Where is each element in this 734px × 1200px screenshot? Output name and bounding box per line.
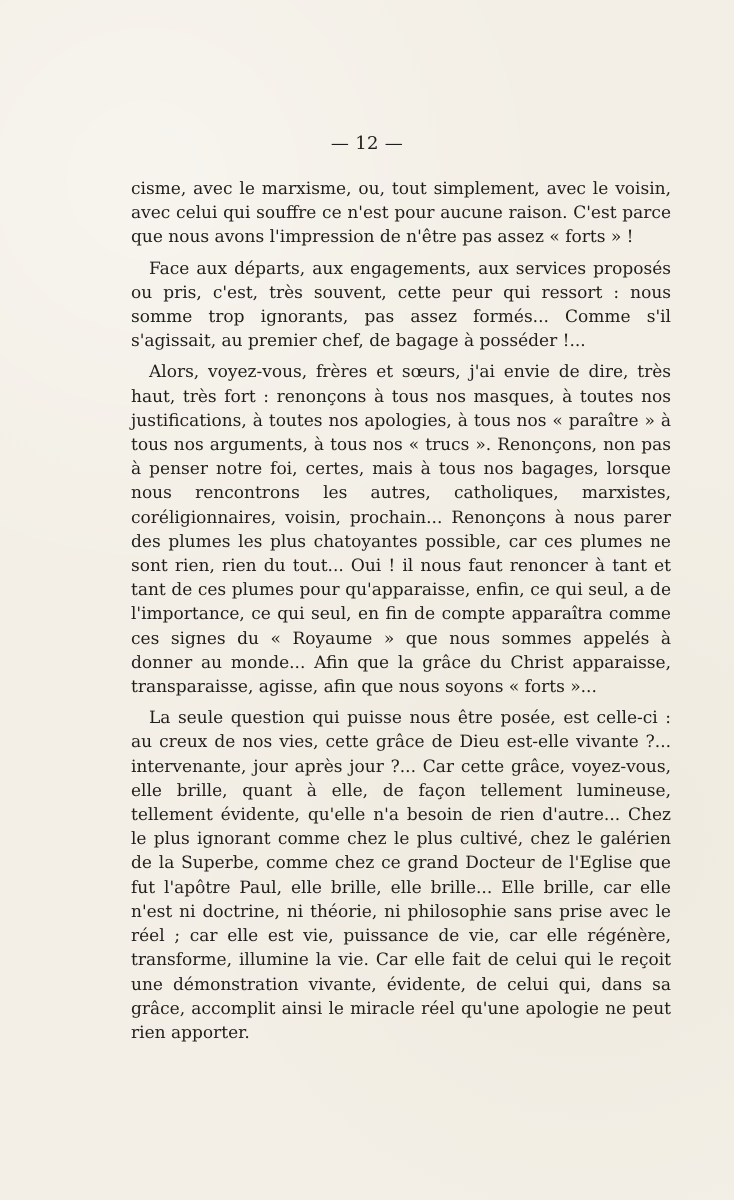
paragraph-1: cisme, avec le marxisme, ou, tout simplement, avec le voisin, avec celui qui souffre ce n'est pour aucune raison. C'est parce que nous avons l'impression de n'être pas assez « forts » ! <box>131 179 671 248</box>
body-text <box>131 177 671 1052</box>
paragraph-3: Alors, voyez-vous, frères et sœurs, j'ai envie de dire, très haut, très fort : renonçons à tous nos masques, à toutes nos justifications, à toutes nos apologies, à tous nos « paraître » à tous nos arguments, à tous nos « trucs ». Renonçons, non pas à penser notre foi, certes, mais à tous nos bagages, lorsque nous rencontrons les autres, catholiques, marxistes, coréligionnaires, voisin, prochain... Renonçons à nous parer des plumes les plus chatoyantes possible, car ces plumes ne sont rien, rien du tout... Oui ! il nous faut renoncer à tant et tant de ces plumes pour qu'apparaisse, enfin, ce qui seul, a de l'importance, ce qui seul, en fin de compte apparaîtra comme ces signes du « Royaume » que nous sommes appelés à donner au monde... Afin que la grâce du Christ apparaisse, transparaisse, agisse, afin que nous soyons « forts »... <box>131 362 671 698</box>
paragraph-4: La seule question qui puisse nous être posée, est celle-ci : au creux de nos vies, cette grâce de Dieu est-elle vivante ?... intervenante, jour après jour ?... Car cette grâce, voyez-vous, elle brille, quant à elle, de façon tellement lumineuse, tellement évidente, qu'elle n'a besoin de rien d'autre... Chez le plus ignorant comme chez le plus cultivé, chez le galérien de la Superbe, comme chez ce grand Docteur de l'Eglise que fut l'apôtre Paul, elle brille, elle brille... Elle brille, car elle n'est ni doctrine, ni théorie, ni philosophie sans prise avec le réel ; car elle est vie, puissance de vie, car elle régénère, transforme, illumine la vie. Car elle fait de celui qui le reçoit une démonstration vivante, évidente, de celui qui, dans sa grâce, accomplit ainsi le miracle réel qu'une apologie ne peut rien apporter. <box>131 708 671 1043</box>
paragraph-2: Face aux départs, aux engagements, aux services proposés ou pris, c'est, très souvent, cette peur qui ressort : nous somme trop ignorants, pas assez formés... Comme s'il s'agissait, au premier chef, de bagage à posséder !... <box>131 258 671 352</box>
page-number: — 12 — <box>330 133 404 154</box>
